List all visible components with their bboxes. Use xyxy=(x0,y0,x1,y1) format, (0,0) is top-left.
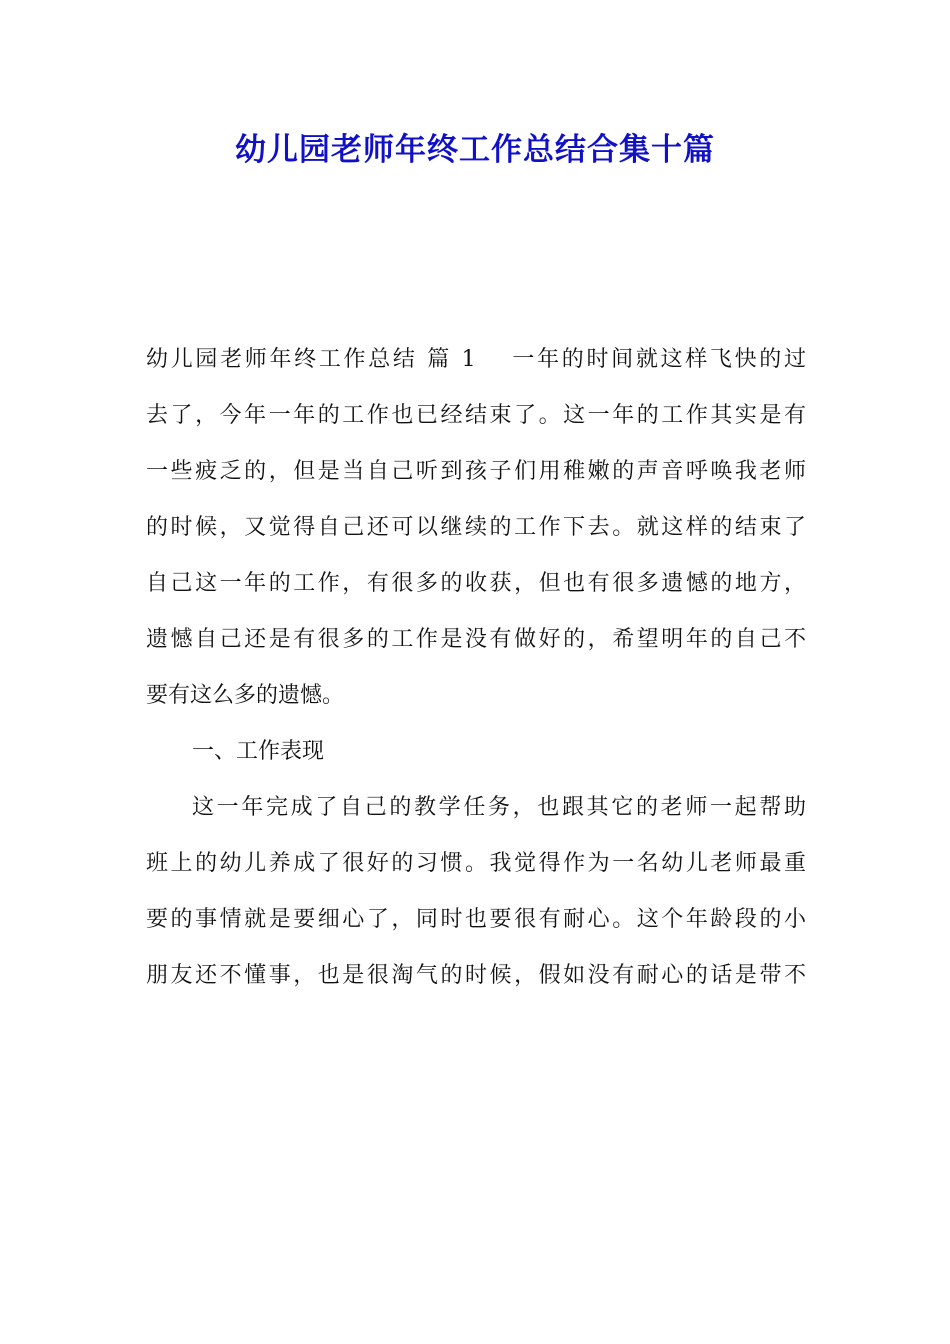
document-title: 幼儿园老师年终工作总结合集十篇 xyxy=(235,132,715,168)
paragraph-line: 朋友还不懂事，也是很淘气的时候，假如没有耐心的话是带不 xyxy=(146,963,806,988)
section-heading: 幼儿园老师年终工作总结 篇 1 xyxy=(146,347,476,372)
document-body xyxy=(146,338,806,1010)
paragraph-line: 一些疲乏的，但是当自己听到孩子们用稚嫩的声音呼唤我老师 xyxy=(146,459,806,484)
paragraph-line: 要有这么多的遗憾。 xyxy=(146,683,345,708)
paragraph-text: 一年的时间就这样飞快的过 xyxy=(509,347,806,372)
paragraph-line: 遗憾自己还是有很多的工作是没有做好的，希望明年的自己不 xyxy=(146,627,806,652)
paragraph-line: 要的事情就是要细心了，同时也要很有耐心。这个年龄段的小 xyxy=(146,907,806,932)
paragraph-line: 的时候，又觉得自己还可以继续的工作下去。就这样的结束了 xyxy=(146,515,806,540)
paragraph-line xyxy=(146,338,806,394)
paragraph-line: 自己这一年的工作，有很多的收获，但也有很多遗憾的地方， xyxy=(146,571,806,596)
paragraph-line: 这一年完成了自己的教学任务，也跟其它的老师一起帮助 xyxy=(192,795,806,820)
subheading-line: 一、工作表现 xyxy=(192,739,325,764)
paragraph-line: 班上的幼儿养成了很好的习惯。我觉得作为一名幼儿老师最重 xyxy=(146,851,806,876)
paragraph-line: 去了，今年一年的工作也已经结束了。这一年的工作其实是有 xyxy=(146,403,806,428)
